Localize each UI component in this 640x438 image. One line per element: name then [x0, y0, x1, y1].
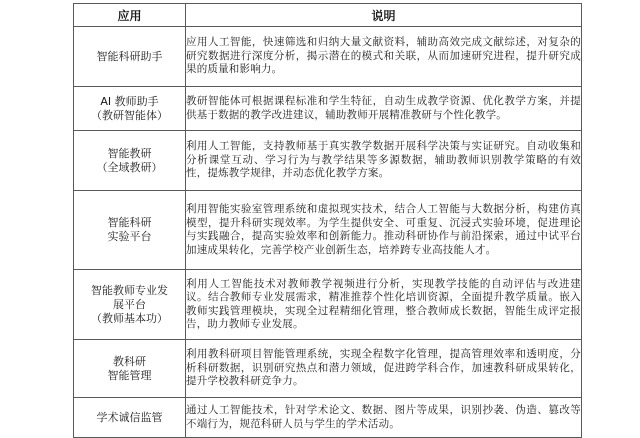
application-name-line: 学术诚信监管	[96, 410, 163, 424]
application-name-line: （教师基本功）	[91, 311, 168, 325]
application-name-line: （全域教研）	[96, 160, 163, 174]
row-description: 教研智能体可根据课程标准和学生特征，自动生成教学资源、优化教学方案，并提供基于数据的教学改进建议，辅助教师开展精准教研与个性化教学。	[186, 87, 582, 131]
row-description: 利用人工智能技术对教师教学视频进行分析，实现教学技能的自动评估与改进建议。结合教师专业发展需求，精准推荐个性化培训资源，全面提升教学质量。嵌入教师实践管理模块，实现全过程精细化管理，整合教师成长数据，智能生成评定报告，助力教师专业发展。	[186, 270, 582, 340]
row-application-name	[74, 340, 186, 398]
row-description: 利用教科研项目智能管理系统，实现全程数字化管理，提高管理效率和透明度，分析科研数据，识别研究热点和潜力领域，促进跨学科合作，加速教科研成果转化，提升学校教科研竞争力。	[186, 340, 582, 398]
table-row	[74, 27, 582, 87]
application-name-line: 智能教师专业发	[91, 283, 168, 297]
table-header-row	[74, 4, 582, 27]
table-row	[74, 191, 582, 270]
table-row	[74, 340, 582, 398]
table-row	[74, 87, 582, 131]
application-name-line: 教科研	[113, 354, 146, 368]
application-name-line: 实验平台	[107, 230, 152, 243]
table-row	[74, 131, 582, 191]
row-application-name	[74, 87, 186, 131]
application-name-line: 智能教研	[107, 146, 152, 160]
application-name-line: 智能管理	[107, 368, 152, 382]
row-description: 应用人工智能，快速筛选和归纳大量文献资料，辅助高效完成文献综述，对复杂的研究数据进行深度分析，揭示潜在的模式和关联，从而加速研究进程，提升研究成果的质量和影响力。	[186, 27, 582, 87]
row-application-name	[74, 398, 186, 438]
table-row	[74, 398, 582, 438]
row-description: 利用人工智能，支持教师基于真实教学数据开展科学决策与实证研究。自动收集和分析课堂互动、学习行为与教学结果等多源数据，辅助教师识别教学策略的有效性，提炼教学规律，并动态优化教学方案。	[186, 131, 582, 191]
row-description: 利用智能实验室管理系统和虚拟现实技术，结合人工智能与大数据分析，构建仿真模型，提升科研实现效率。为学生提供安全、可重复、沉浸式实验环境，促进理论与实践融合，提高实验效率和创新能力。推动科研协作与前沿探索，通过中试平台加速成果转化，完善学校产业创新生态，培养跨专业高技能人才。	[186, 191, 582, 270]
application-name-line: （教研智能体）	[91, 108, 168, 122]
row-application-name	[74, 191, 186, 270]
application-name-line: 智能科研	[107, 216, 152, 229]
application-name-line: AI 教师助手	[100, 94, 159, 108]
ai-applications-table	[73, 3, 582, 438]
application-name-line: 展平台	[113, 297, 146, 311]
row-application-name	[74, 270, 186, 340]
application-name-line: 智能科研助手	[96, 49, 163, 63]
header-description: 说明	[186, 4, 582, 27]
row-application-name	[74, 27, 186, 87]
row-description: 通过人工智能技术，针对学术论文、数据、图片等成果，识别抄袭、伪造、篡改等不端行为，规范科研人员与学生的学术活动。	[186, 398, 582, 438]
row-application-name	[74, 131, 186, 191]
header-application: 应用	[74, 4, 186, 27]
table-row	[74, 270, 582, 340]
